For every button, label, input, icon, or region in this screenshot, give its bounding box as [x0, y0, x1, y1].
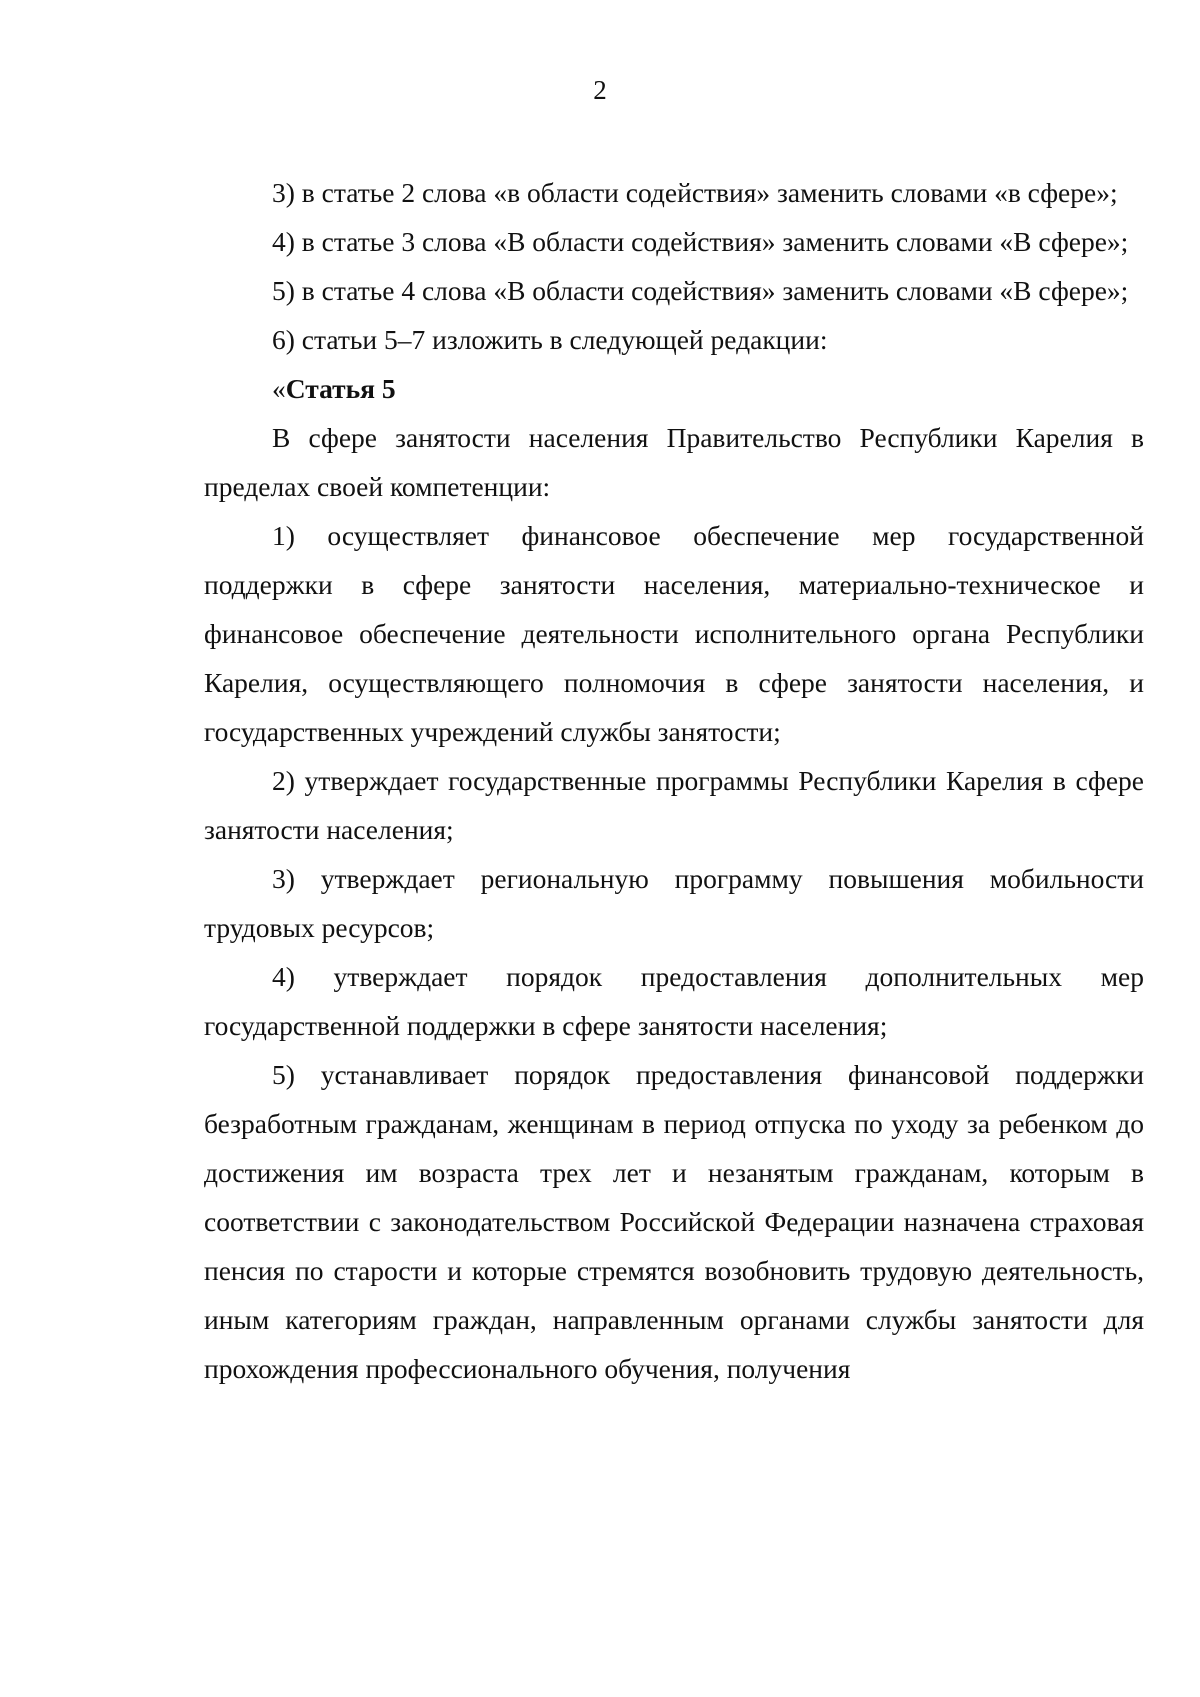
article-intro: В сфере занятости населения Правительство Республики Карелия в пределах своей компетенции:: [204, 422, 1144, 502]
amendment-item-6: 6) статьи 5–7 изложить в следующей редакции:: [272, 324, 828, 355]
amendment-item-3: 3) в статье 2 слова «в области содействия» заменить словами «в сфере»;: [272, 177, 1118, 208]
opening-quote: «: [272, 373, 286, 404]
article-item-4: 4) утверждает порядок предоставления дополнительных мер государственной поддержки в сфере занятости населения;: [204, 961, 1144, 1041]
article-item-3: 3) утверждает региональную программу повышения мобильности трудовых ресурсов;: [204, 863, 1144, 943]
page-number: 2: [593, 75, 607, 105]
document-body: [204, 168, 1144, 1393]
article-title: Статья 5: [285, 373, 396, 404]
article-item-2: 2) утверждает государственные программы Республики Карелия в сфере занятости населения;: [204, 765, 1144, 845]
article-heading: [204, 364, 1144, 413]
amendment-item-4: 4) в статье 3 слова «В области содействия» заменить словами «В сфере»;: [272, 226, 1129, 257]
amendment-item-5: 5) в статье 4 слова «В области содействия» заменить словами «В сфере»;: [272, 275, 1129, 306]
article-item-5: 5) устанавливает порядок предоставления финансовой поддержки безработным гражданам, женщинам в период отпуска по уходу за ребенком до достижения им возраста трех лет и незанятым гражданам, которым в соответствии с законодательством Российской Федерации назначена страховая пенсия по старости и которые стремятся возобновить трудовую деятельность, иным категориям граждан, направленным органами службы занятости для прохождения профессионального обучения, получения: [204, 1059, 1144, 1384]
article-item-1: 1) осуществляет финансовое обеспечение мер государственной поддержки в сфере занятости населения, материально-техническое и финансовое обеспечение деятельности исполнительного органа Республики Карелия, осуществляющего полномочия в сфере занятости населения, и государственных учреждений службы занятости;: [204, 520, 1144, 747]
